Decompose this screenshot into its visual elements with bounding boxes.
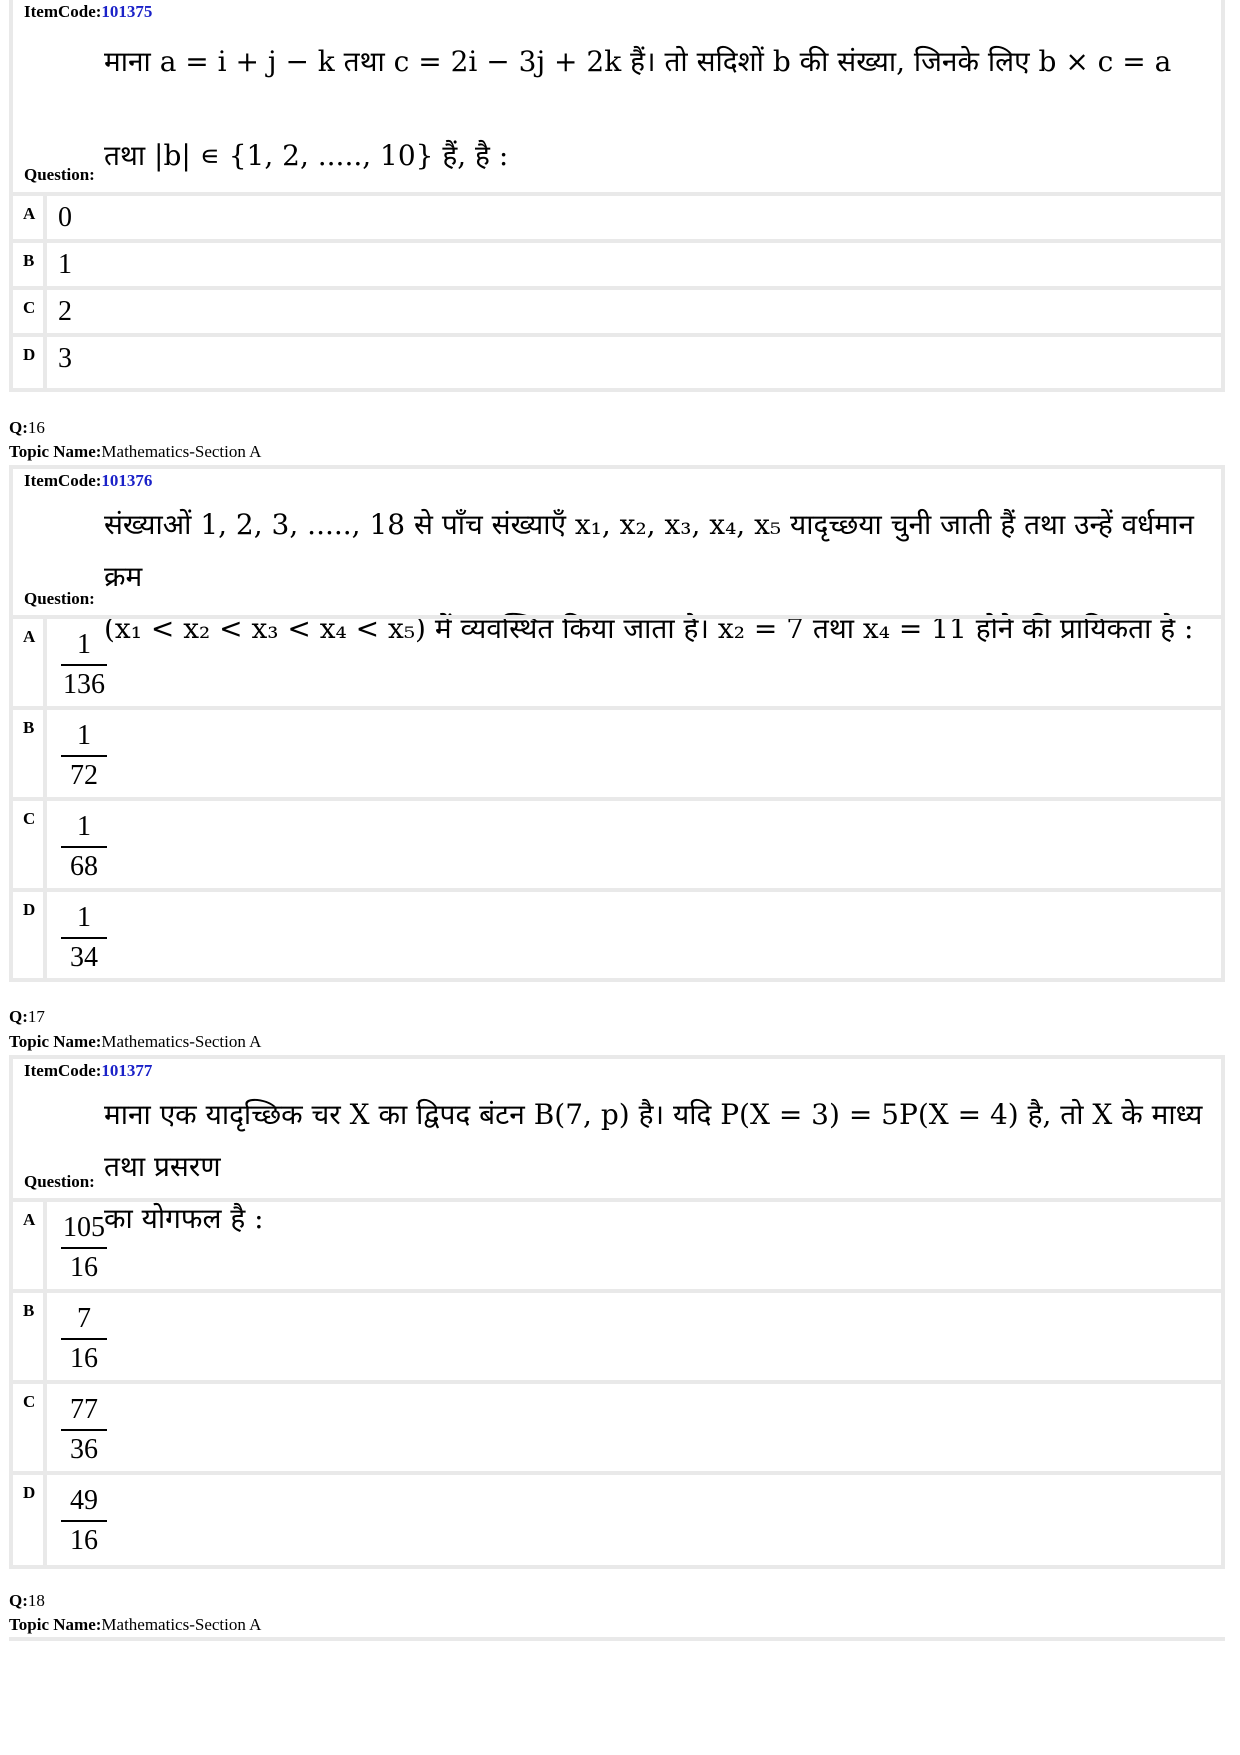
option-value: 3	[58, 343, 72, 374]
q-label: Q:	[9, 1007, 28, 1026]
question-number	[9, 416, 45, 440]
denominator: 16	[70, 1525, 98, 1556]
option-letter: C	[23, 298, 36, 317]
divider	[43, 1384, 47, 1471]
numerator: 7	[77, 1303, 91, 1334]
option-value: 1	[58, 249, 72, 280]
option-row-d[interactable]	[13, 1471, 1221, 1565]
denominator: 34	[70, 942, 98, 973]
fraction-bar	[61, 1429, 107, 1431]
fraction-bar	[61, 755, 107, 757]
divider	[43, 619, 47, 706]
question-text-line-2: तथा |b| ∊ {1, 2, ....., 10} हैं, है :	[104, 139, 509, 172]
numerator: 1	[77, 811, 91, 842]
divider	[43, 710, 47, 797]
option-row-d[interactable]	[13, 333, 1221, 388]
item-code-label: ItemCode:	[24, 471, 102, 490]
fraction-bar	[61, 664, 107, 666]
fraction	[61, 1301, 107, 1377]
fraction	[61, 1392, 107, 1468]
topic-label: Topic Name:	[9, 1615, 102, 1634]
divider	[43, 892, 47, 978]
question-label: Question:	[24, 1172, 95, 1191]
fraction	[61, 900, 107, 976]
option-letter: A	[23, 627, 36, 646]
fraction	[61, 809, 107, 885]
option-letter: C	[23, 809, 36, 828]
fraction-bar	[61, 846, 107, 848]
option-letter: D	[23, 900, 36, 919]
option-row-d[interactable]	[13, 888, 1221, 978]
option-row-a[interactable]	[13, 615, 1221, 706]
item-code	[24, 471, 152, 491]
fraction	[61, 1483, 107, 1559]
option-letter: D	[23, 345, 36, 364]
q-label: Q:	[9, 418, 28, 437]
question-number	[9, 1589, 45, 1613]
question-text-line-2: (x₁ < x₂ < x₃ < x₄ < x₅) में व्यवस्थित किया जाता है। x₂ = 7 तथा x₄ = 11 होने की प्रायिकता है :	[104, 612, 1194, 645]
numerator: 1	[77, 902, 91, 933]
option-letter: B	[23, 718, 35, 737]
option-value: 2	[58, 296, 72, 327]
item-code	[24, 1061, 152, 1081]
numerator: 49	[70, 1485, 98, 1516]
numerator: 105	[63, 1212, 105, 1243]
option-letter: B	[23, 251, 35, 270]
question-card-16	[9, 465, 1225, 982]
question-text-line-1: माना a = i + j − k तथा c = 2i − 3j + 2k हैं। तो सदिशों b की संख्या, जिनके लिए b × c = a	[104, 45, 1172, 78]
topic-value: Mathematics-Section A	[101, 1615, 262, 1634]
option-row-c[interactable]	[13, 286, 1221, 333]
divider	[43, 243, 47, 286]
question-card-17	[9, 1055, 1225, 1569]
topic-label: Topic Name:	[9, 442, 102, 461]
numerator: 1	[77, 629, 91, 660]
option-row-b[interactable]	[13, 239, 1221, 286]
denominator: 72	[70, 760, 98, 791]
fraction-bar	[61, 937, 107, 939]
question-text-line-2: का योगफल है :	[104, 1202, 264, 1235]
divider	[43, 196, 47, 239]
item-code-label: ItemCode:	[24, 1061, 102, 1080]
option-row-b[interactable]	[13, 1289, 1221, 1380]
item-code-label: ItemCode:	[24, 2, 102, 21]
question-text-line-1: माना एक यादृच्छिक चर X का द्विपद बंटन B(7, p) है। यदि P(X = 3) = 5P(X = 4) है, तो X के माध्य तथा प्रसरण	[104, 1098, 1203, 1183]
fraction-bar	[61, 1520, 107, 1522]
item-code-value: 101376	[101, 471, 153, 490]
question-label: Question:	[24, 165, 95, 184]
fraction	[61, 1210, 107, 1286]
topic-name	[9, 440, 261, 464]
item-code	[24, 2, 152, 22]
divider	[43, 801, 47, 888]
question-number	[9, 1005, 45, 1029]
divider	[43, 1293, 47, 1380]
fraction-bar	[61, 1338, 107, 1340]
card-top-border	[9, 1637, 1225, 1641]
q-label: Q:	[9, 1591, 28, 1610]
option-letter: D	[23, 1483, 36, 1502]
option-row-c[interactable]	[13, 1380, 1221, 1471]
divider	[43, 290, 47, 333]
divider	[43, 1202, 47, 1289]
topic-value: Mathematics-Section A	[101, 442, 262, 461]
question-label: Question:	[24, 589, 95, 608]
item-code-value: 101375	[101, 2, 153, 21]
denominator: 16	[70, 1252, 98, 1283]
q-number: 16	[27, 418, 45, 437]
topic-name	[9, 1030, 261, 1054]
numerator: 1	[77, 720, 91, 751]
option-letter: B	[23, 1301, 35, 1320]
option-row-b[interactable]	[13, 706, 1221, 797]
option-value: 0	[58, 202, 72, 233]
option-row-a[interactable]	[13, 1198, 1221, 1289]
option-row-c[interactable]	[13, 797, 1221, 888]
option-letter: C	[23, 1392, 36, 1411]
option-row-a[interactable]	[13, 192, 1221, 239]
fraction-bar	[61, 1247, 107, 1249]
question-text	[104, 36, 1209, 182]
option-letter: A	[23, 204, 36, 223]
denominator: 16	[70, 1343, 98, 1374]
denominator: 68	[70, 851, 98, 882]
denominator: 36	[70, 1434, 98, 1465]
topic-name	[9, 1613, 261, 1637]
question-text-line-1: संख्याओं 1, 2, 3, ....., 18 से पाँच संख्याएँ x₁, x₂, x₃, x₄, x₅ यादृच्छया चुनी जाती हैं तथा उन्हें वर्धमान क्रम	[104, 508, 1194, 593]
numerator: 77	[70, 1394, 98, 1425]
divider	[43, 1475, 47, 1565]
fraction	[61, 718, 107, 794]
q-number: 17	[27, 1007, 45, 1026]
fraction	[61, 627, 107, 703]
topic-value: Mathematics-Section A	[101, 1032, 262, 1051]
question-card-15	[9, 0, 1225, 392]
option-letter: A	[23, 1210, 36, 1229]
denominator: 136	[63, 669, 105, 700]
item-code-value: 101377	[101, 1061, 153, 1080]
q-number: 18	[27, 1591, 45, 1610]
topic-label: Topic Name:	[9, 1032, 102, 1051]
divider	[43, 337, 47, 388]
